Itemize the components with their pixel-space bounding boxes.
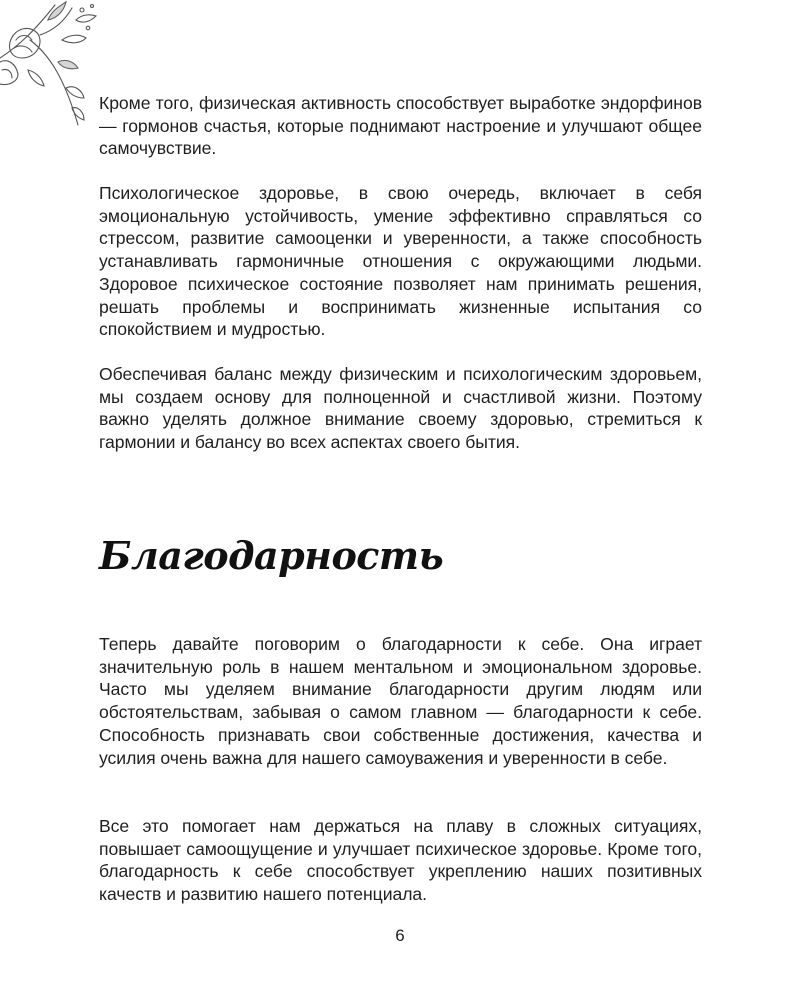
paragraph-3: Обеспечивая баланс между физическим и психологическим здоровьем, мы создаем основу для полноценной и счастливой жизни. Поэтому важно уделять должное внимание своему здоровью, стремиться к гармонии и балансу во всех аспектах своего бытия. [99,364,702,453]
paragraph-4: Теперь давайте поговорим о благодарности к себе. Она играет значительную роль в нашем ментальном и эмоциональном здоровье. Часто мы уделяем внимание благодарности другим людям или обстоятельствам, забывая о самом главном — благодарности к себе. Способность признавать свои собственные достижения, качества и усилия очень важна для нашего самоуважения и уверенности в себе. [99,634,702,768]
paragraph-5: Все это помогает нам держаться на плаву в сложных ситуациях, повышает самоощущение и улучшает психическое здоровье. Кроме того, благодарность к себе способствует укреплению наших позитивных качеств и развитию нашего потенциала. [99,816,702,905]
section-heading: Благодарность [99,533,444,578]
paragraph-1: Кроме того, физическая активность способствует выработке эндорфинов — гормонов счастья, которые поднимают настроение и улучшают общее самочувствие. [99,93,702,159]
paragraph-2: Психологическое здоровье, в свою очередь, включает в себя эмоциональную устойчивость, умение эффективно справляться со стрессом, развитие самооценки и уверенности, а также способность устанавливать гармоничные отношения с окружающими людьми. Здоровое психическое состояние позволяет нам принимать решения, решать проблемы и воспринимать жизненные испытания со спокойствием и мудростью. [99,183,702,340]
page-number: 6 [395,926,405,945]
floral-branch-icon [0,0,110,140]
